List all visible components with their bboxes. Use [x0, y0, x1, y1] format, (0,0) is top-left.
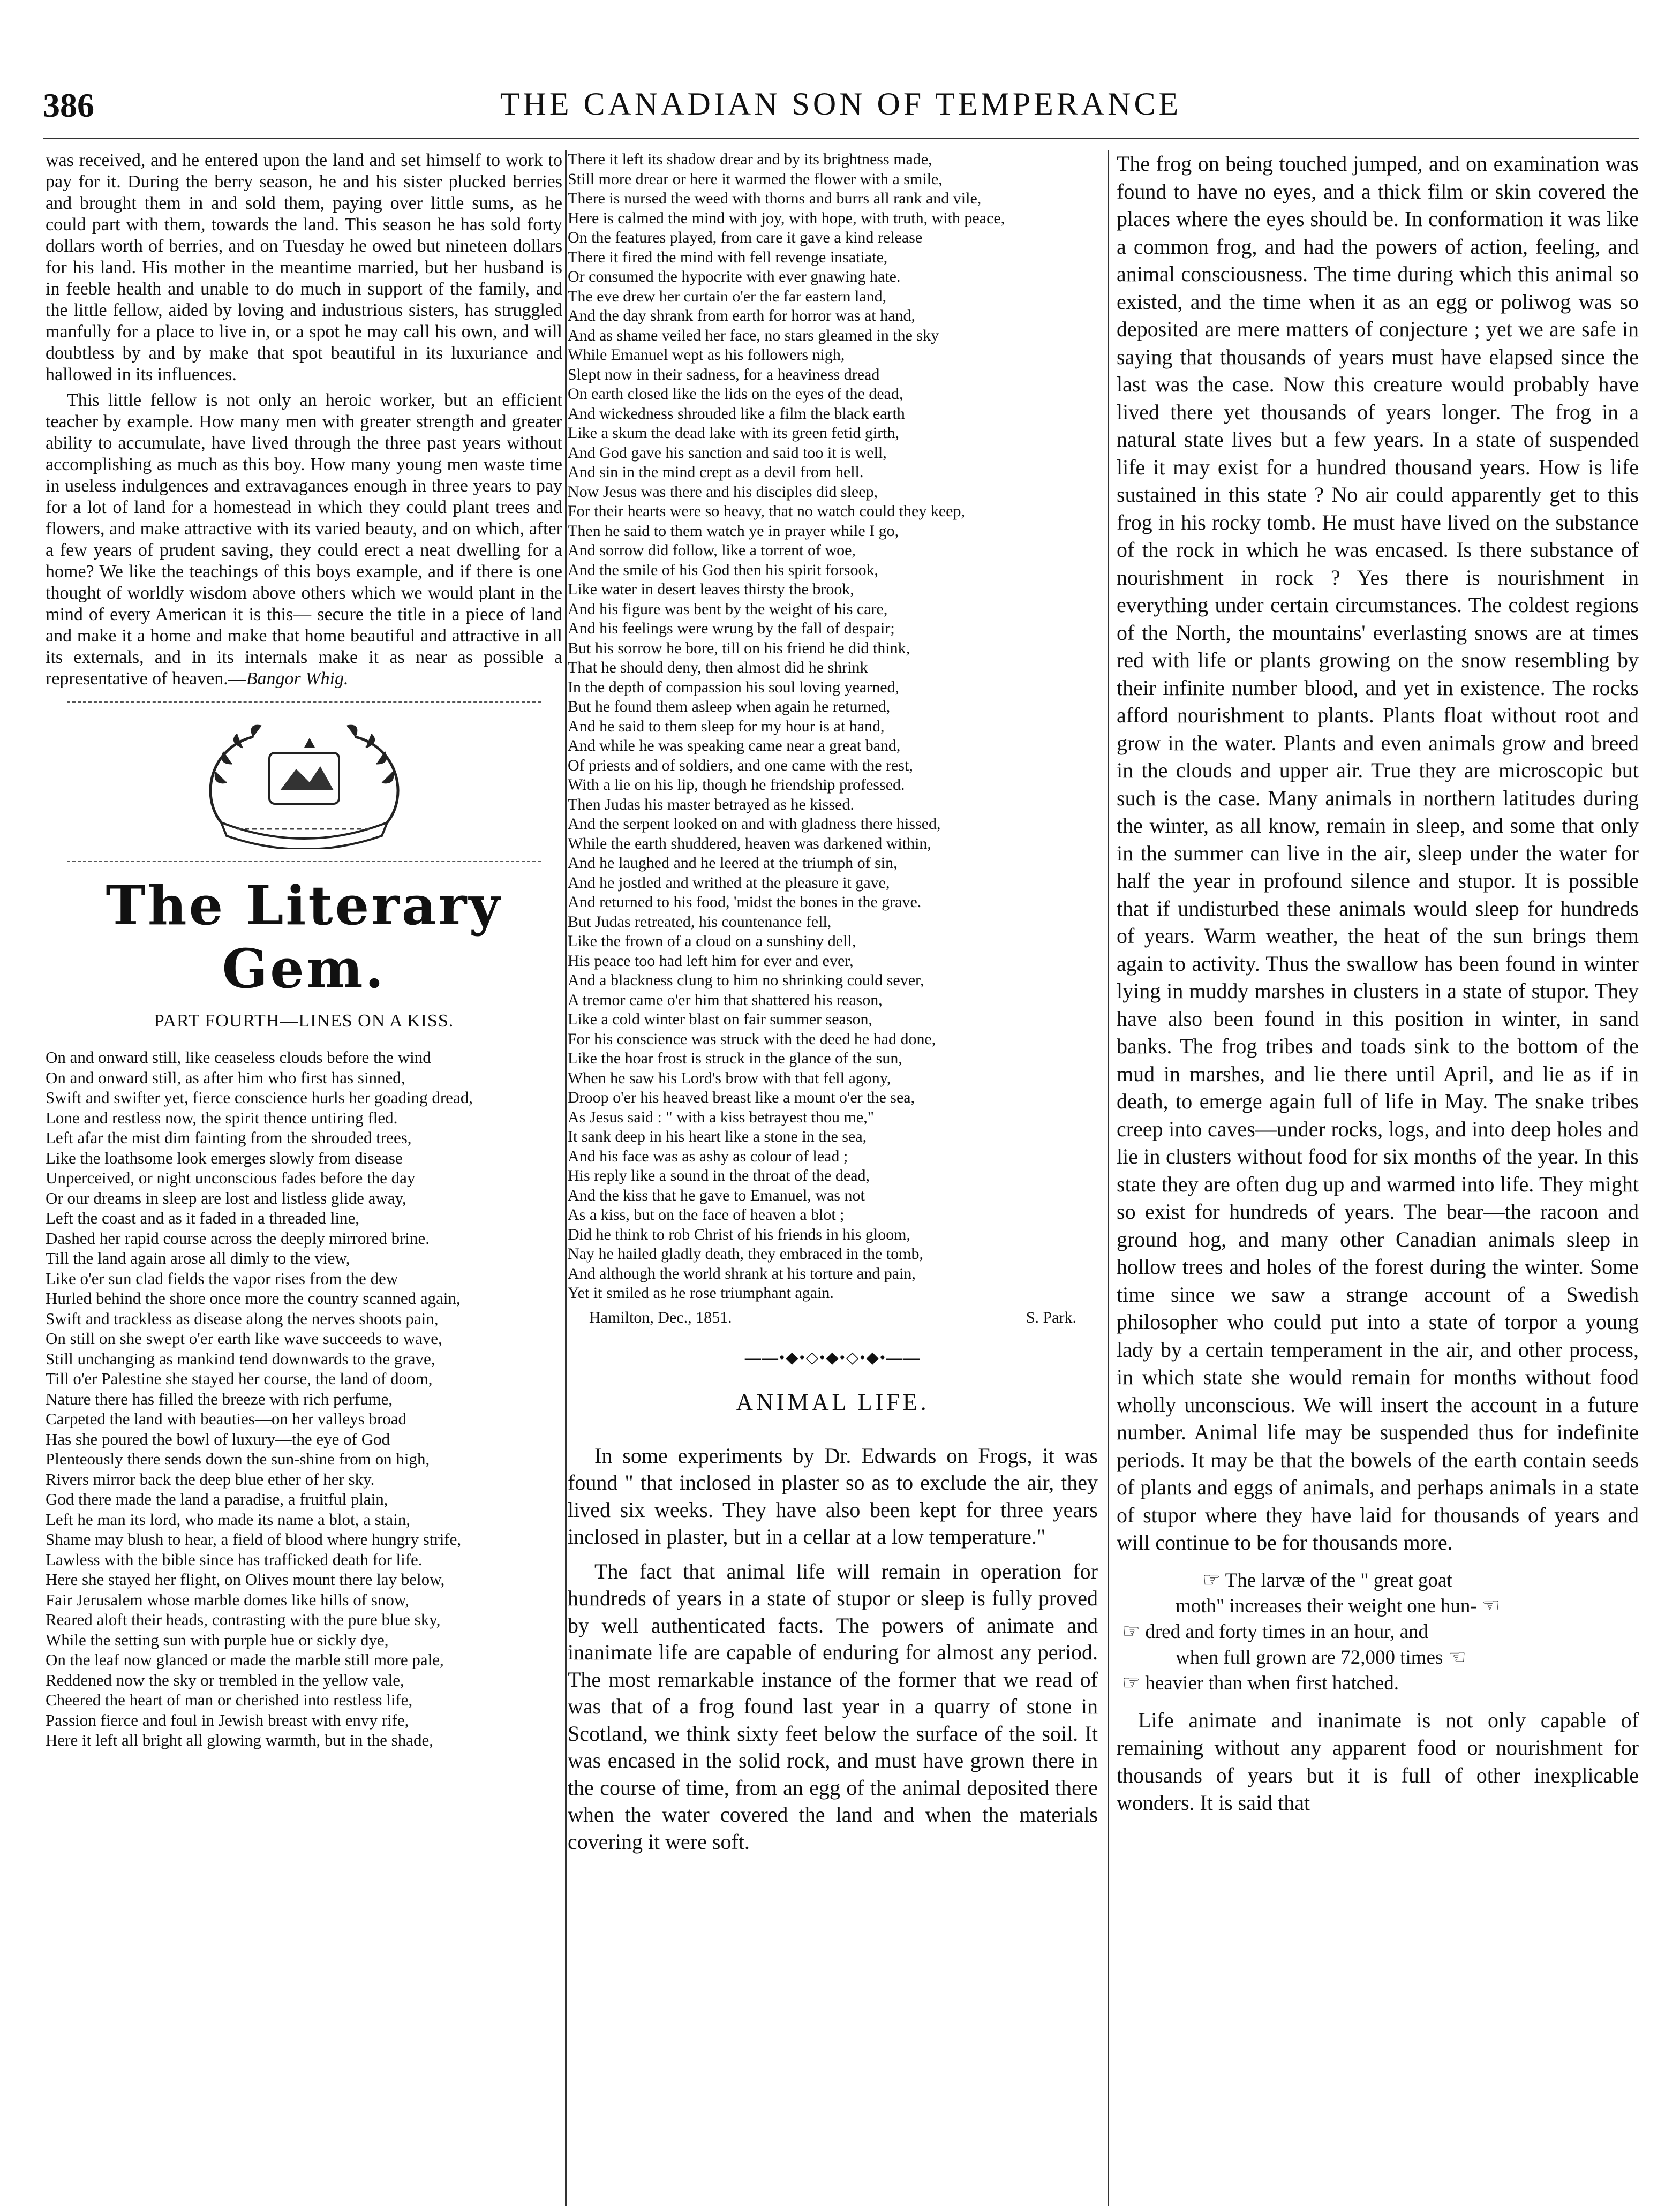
poem-line: Lawless with the bible since has trafficked death for life. [46, 1550, 423, 1569]
poem-line: Cheered the heart of man or cherished into restless life, [46, 1690, 413, 1709]
poem-line: And his feelings were wrung by the fall of despair; [568, 620, 895, 637]
section-divider [67, 701, 541, 703]
poem-line: Now Jesus was there and his disciples did sleep, [568, 482, 878, 501]
poem-line: A tremor came o'er him that shattered his reason, [568, 991, 883, 1009]
poem-line: And the serpent looked on and with gladness there hissed, [568, 815, 941, 833]
note-line: dred and forty times in an hour, and [1145, 1620, 1429, 1643]
poem-line: That he should deny, then almost did he shrink [568, 659, 868, 676]
poem-line: His peace too had left him for ever and ever, [568, 952, 854, 970]
poem-line: And sorrow did follow, like a torrent of woe, [568, 541, 856, 559]
poem-line: Reared aloft their heads, contrasting with the pure blue sky, [46, 1610, 441, 1629]
poem-line: As a kiss, but on the face of heaven a blot ; [568, 1206, 845, 1224]
poem-line: Lone and restless now, the spirit thence untiring fled. [46, 1108, 398, 1127]
pointing-hand-icon: ☜ [1482, 1593, 1501, 1617]
poem-line: Or consumed the hypocrite with ever gnawing hate. [568, 268, 901, 285]
article-text: This little fellow is not only an heroic worker, but an efficient teacher by example. How many men with greater strength and greater ability to accumulate, have lived through the three past years without accomplishing as much as this boy. How many young men waste time in useless indulgences and extravagances enough in three years to pay for a lot of land for a homestead in which they could plant trees and flowers, and make attractive with its varied beauty, and on which, after a few years of prudent saving, they could erect a neat dwelling for a home? We like the teachings of this boys example, and if there is one thought of worldly wisdom above others which we would plant in the mind of every American it is this— secure the title in a piece of land and make it a home and make that home beautiful and attractive in all its externals, and in its internals make it as near as possible a representative of heaven.— [46, 390, 562, 689]
poem-line: And his figure was bent by the weight of his care, [568, 600, 888, 618]
literary-gem-heading: The Literary Gem. [106, 874, 502, 1000]
article-paragraph: In some experiments by Dr. Edwards on Frogs, it was found " that inclosed in plaster so as to exclude the air, they lived six weeks. They have also been kept for three years inclosed in plaster, but in a cellar at a low temperature." [568, 1443, 1098, 1549]
source-credit: Bangor Whig. [246, 669, 349, 689]
poem-line: Here it left all bright all glowing warmth, but in the shade, [46, 1731, 434, 1749]
poem-line: And wickedness shrouded like a film the black earth [568, 404, 905, 422]
poem-line: Like o'er sun clad fields the vapor rises from the dew [46, 1269, 398, 1288]
poem-line: But his sorrow he bore, till on his friend he did think, [568, 639, 910, 657]
poem-line: Droop o'er his heaved breast like a mount o'er the sea, [568, 1089, 915, 1106]
poem-line: But Judas retreated, his countenance fell, [568, 912, 832, 931]
poem-line: Swift and trackless as disease along the nerves shoots pain, [46, 1309, 439, 1328]
poem-line: And sin in the mind crept as a devil from hell. [568, 463, 864, 481]
poem-line: Like the hoar frost is struck in the glance of the sun, [568, 1050, 902, 1067]
masthead-title: THE CANADIAN SON OF TEMPERANCE [500, 86, 1182, 122]
poem-part-title: PART FOURTH—LINES ON A KISS. [154, 1011, 454, 1031]
pointing-hand-icon: ☞ [1122, 1619, 1141, 1643]
poem-line: And the day shrank from earth for horror was at hand, [568, 307, 915, 324]
poem-line: On earth closed like the lids on the eyes of the dead, [568, 385, 903, 403]
column-divider [565, 150, 567, 2206]
poem-line: Swift and swifter yet, fierce conscience hurls her goading dread, [46, 1088, 473, 1107]
poem-line: And as shame veiled her face, no stars gleamed in the sky [568, 326, 939, 344]
poem-line: It sank deep in his heart like a stone in the sea, [568, 1128, 867, 1145]
poem-line: Left the coast and as it faded in a threaded line, [46, 1209, 360, 1227]
poem-line: With a lie on his lip, though he friendship professed. [568, 776, 905, 794]
poem-line: On still on she swept o'er earth like wave succeeds to wave, [46, 1329, 442, 1348]
poem-line: Yet it smiled as he rose triumphant again. [568, 1284, 834, 1302]
pointing-hand-icon: ☞ [1122, 1670, 1141, 1694]
poem-line: While the earth shuddered, heaven was darkened within, [568, 834, 931, 852]
poem-line: And his face was as ashy as colour of lead ; [568, 1147, 848, 1165]
poem-line: Then Judas his master betrayed as he kissed. [568, 795, 854, 813]
poem-line: Like a skum the dead lake with its green fetid girth, [568, 424, 899, 442]
pointing-hand-note [1117, 1567, 1639, 1696]
column-right [1117, 150, 1639, 2206]
poem-line: Like a cold winter blast on fair summer season, [568, 1010, 873, 1028]
poem-line: On the leaf now glanced or made the marble still more pale, [46, 1650, 444, 1669]
poem-line: Passion fierce and foul in Jewish breast with envy rife, [46, 1710, 409, 1730]
poem-line: Carpeted the land with beauties—on her valleys broad [46, 1409, 407, 1428]
poem-line: When he saw his Lord's brow with that fell agony, [568, 1069, 891, 1087]
poem-line: And returned to his food, 'midst the bones in the grave. [568, 893, 922, 911]
article-paragraph [46, 390, 562, 690]
poem-line: The eve drew her curtain o'er the far eastern land, [568, 287, 887, 305]
poem-line: Like the loathsome look emerges slowly from disease [46, 1148, 403, 1167]
poem-line: There is nursed the weed with thorns and burrs all rank and vile, [568, 190, 982, 207]
poem-line: Nay he hailed gladly death, they embraced in the tomb, [568, 1245, 923, 1263]
poem-line: There it left its shadow drear and by its brightness made, [568, 150, 932, 168]
poem-author: S. Park. [1026, 1308, 1076, 1326]
note-line: heavier than when first hatched. [1145, 1672, 1399, 1694]
poem-line: Still unchanging as mankind tend downwards to the grave, [46, 1349, 435, 1368]
poem-line: Plenteously there sends down the sun-shine from on high, [46, 1449, 430, 1468]
poem-line: But he found them asleep when again he returned, [568, 698, 891, 715]
poem-line: And a blackness clung to him no shrinking could sever, [568, 971, 924, 989]
poem-line: On and onward still, as after him who first has sinned, [46, 1068, 405, 1087]
poem-line: For their hearts were so heavy, that no watch could they keep, [568, 502, 965, 520]
poem-line: Rivers mirror back the deep blue ether of her sky. [46, 1469, 375, 1489]
article-paragraph: The frog on being touched jumped, and on examination was found to have no eyes, and a thick film or skin covered the places where the eyes should be. In conformation it was like a common frog, and had the powers of action, feeling, and animal consciousness. The time during which this animal so existed, and the time when it as an egg or poliwog was so deposited are mere matters of conjecture ; yet we are safe in saying that thousands of years must have elapsed since the last was the case. Now this creature would probably have lived there yet thousands of years longer. The frog in a natural state lives but a few years. In a state of suspended life it may exist for a hundred thousand years. How is life sustained in this state ? No air could apparently get to this frog in his rocky tomb. He must have lived on the substance of the rock in which he was encased. Is there substance of nourishment in rock ? Yes there is nourishment in everything under certain circumstances. The coldest regions of the North, the mountains' everlasting snows are at times red with life or plants growing on the snow resembling by their infinite number blood, and yet in existence. The rocks afford nourishment to plants. Plants float without root and grow in the water. Plants and even animals grow and breed in the clouds and upper air. True they are microscopic but such is the case. Many animals in northern latitudes during the winter, as all know, remain in sleep, and some that only in the summer can live in the air, sleep under the water for half the year in profound silence and stupor. It is possible that if undisturbed these animals would sleep for hundreds of years. Warm weather, the heat of the sun brings them again to activity. Thus the swallow has been found in winter lying in muddy marshes in clusters in a state of stupor. They have also been found in this position in winter, in sand banks. The frog tribes and toads sink to the bottom of the mud in marshes, and lie there until April, and lie as if in death, to emerge again full of life in May. The snake tribes creep into caves—under rocks, logs, and into deep holes and lie in clusters without food for six months of the year. In this state they are often dug up and warmed into life. They might so exist for hundreds of years. The bear—the racoon and ground hog, and many other Canadian animals sleep in hollow trees and holes of the forest during the winter. Some time since we saw a strange account of a Swedish philosopher who could put into a state of torpor a young lady by a certain temperament in the air, and other process, in which state she would remain for months without food wholly unconscious. We will insert the account in a future number. Animal life may be suspended thus for indefinite periods. It may be that the bowels of the earth contain seeds of plants and eggs of animals, and perhaps animals in a state of stupor where they have laid for thousands of years and will continue to be for thousands more. [1117, 152, 1639, 1554]
poem-line: And although the world shrank at his torture and pain, [568, 1264, 916, 1282]
poem-line: While Emanuel wept as his followers nigh, [568, 346, 845, 364]
poem-line: Fair Jerusalem whose marble domes like hills of snow, [46, 1590, 410, 1609]
poem-line: Reddened now the sky or trembled in the yellow vale, [46, 1670, 404, 1689]
poem-line: Left he man its lord, who made its name a blot, a stain, [46, 1509, 410, 1529]
poem-verse-list [46, 1047, 562, 1750]
poem-line: Here is calmed the mind with joy, with hope, with truth, with peace, [568, 209, 1005, 227]
wreath-emblem-icon [189, 715, 419, 849]
poem-verse-list [568, 150, 1098, 1303]
column-left [46, 150, 562, 2206]
header-rule [43, 137, 1639, 139]
note-line: The larvæ of the " great goat [1225, 1569, 1452, 1591]
poem-line: Or our dreams in sleep are lost and listless glide away, [46, 1188, 406, 1207]
poem-line: Dashed her rapid course across the deeply mirrored brine. [46, 1228, 430, 1248]
poem-line: Like the frown of a cloud on a sunshiny dell, [568, 932, 856, 950]
article-paragraph: Life animate and inanimate is not only capable of remaining without any apparent food or nourishment for thousands of years but it is full of other inexplicable wonders. It is said that [1117, 1708, 1639, 1815]
article-heading: ANIMAL LIFE. [736, 1388, 930, 1415]
poem-line: Here she stayed her flight, on Olives mount there lay below, [46, 1570, 445, 1589]
poem-line: There it fired the mind with fell revenge insatiate, [568, 248, 888, 266]
poem-line: Like water in desert leaves thirsty the brook, [568, 580, 854, 598]
poem-line: God there made the land a paradise, a fruitful plain, [46, 1490, 388, 1508]
poem-line: Till o'er Palestine she stayed her course, the land of doom, [46, 1369, 433, 1388]
poem-line: For his conscience was struck with the deed he had done, [568, 1030, 936, 1048]
poem-line: And he laughed and he leered at the triumph of sin, [568, 854, 898, 872]
note-line: moth" increases their weight one hun- [1176, 1595, 1477, 1617]
poem-line: Still more drear or here it warmed the flower with a smile, [568, 170, 943, 188]
poem-line: And while he was speaking came near a great band, [568, 737, 901, 754]
poem-line: And the kiss that he gave to Emanuel, was not [568, 1186, 865, 1204]
poem-line: His reply like a sound in the throat of the dead, [568, 1167, 870, 1184]
poem-line: On and onward still, like ceaseless clouds before the wind [46, 1048, 431, 1067]
poem-line: Shame may blush to hear, a field of blood where hungry strife, [46, 1530, 462, 1549]
ornamental-divider: ——•◆•◇•◆•◇•◆•—— [744, 1348, 921, 1367]
column-divider [1108, 150, 1109, 2206]
article-paragraph: The fact that animal life will remain in operation for hundreds of years in a state of stupor or sleep is fully proved by well authenticated facts. The powers of animate and inanimate life are capable of enduring for almost any period. The most remarkable instance of the former that we read of was that of a frog found last year in a quarry of stone in Scotland, we think sixty feet below the surface of the soil. It was encased in the solid rock, and must have grown there in the course of time, from an egg of the animal deposited there when the water covered the land and when the materials covering it were soft. [568, 1559, 1098, 1854]
poem-line: Nature there has filled the breeze with rich perfume, [46, 1389, 393, 1408]
poem-line: As Jesus said : " with a kiss betrayest thou me," [568, 1108, 874, 1126]
poem-dateline [568, 1303, 1098, 1327]
poem-line: Left afar the mist dim fainting from the shrouded trees, [46, 1128, 412, 1147]
pointing-hand-icon: ☜ [1448, 1644, 1466, 1669]
poem-line: In the depth of compassion his soul loving yearned, [568, 678, 900, 696]
page-number: 386 [43, 86, 94, 124]
column-middle [568, 150, 1098, 2206]
poem-line: And the smile of his God then his spirit forsook, [568, 561, 878, 579]
poem-line: Hurled behind the shore once more the country scanned again, [46, 1289, 461, 1308]
poem-line: Of priests and of soldiers, and one came with the rest, [568, 756, 913, 774]
poem-line: Did he think to rob Christ of his friends in his gloom, [568, 1225, 910, 1243]
article-paragraph: was received, and he entered upon the land and set himself to work to pay for it. During the berry season, he and his sister plucked berries and brought them in and sold them, paying over little sums, as he could part with them, towards the land. This season he has sold forty dollars worth of berries, and on Tuesday he owed but nineteen dollars for his land. His mother in the meantime married, but her husband is in feeble health and unable to do much in support of the family, and the little fellow, aided by loving and industrious sisters, has struggled manfully for a place to live in, or a spot he may call his own, and will doubtless by and by make that spot beautiful in its luxuriance and hallowed in its influences. [46, 150, 562, 384]
section-divider [67, 861, 541, 862]
poem-line: And God gave his sanction and said too it is well, [568, 443, 887, 462]
poem-line: On the features played, from care it gave a kind release [568, 229, 923, 246]
poem-line: While the setting sun with purple hue or sickly dye, [46, 1630, 389, 1649]
poem-line: Has she poured the bowl of luxury—the eye of God [46, 1429, 390, 1448]
poem-line: And he said to them sleep for my hour is at hand, [568, 717, 885, 735]
poem-line: Till the land again arose all dimly to the view, [46, 1249, 350, 1267]
page-header [43, 86, 1639, 134]
pointing-hand-icon: ☞ [1202, 1567, 1221, 1591]
poem-line: Unperceived, or night unconscious fades before the day [46, 1168, 416, 1187]
poem-date: Hamilton, Dec., 1851. [589, 1308, 732, 1326]
poem-line: And he jostled and writhed at the pleasure it gave, [568, 873, 890, 892]
note-line: when full grown are 72,000 times [1176, 1646, 1443, 1669]
poem-line: Then he said to them watch ye in prayer while I go, [568, 522, 899, 540]
poem-line: Slept now in their sadness, for a heaviness dread [568, 365, 880, 383]
